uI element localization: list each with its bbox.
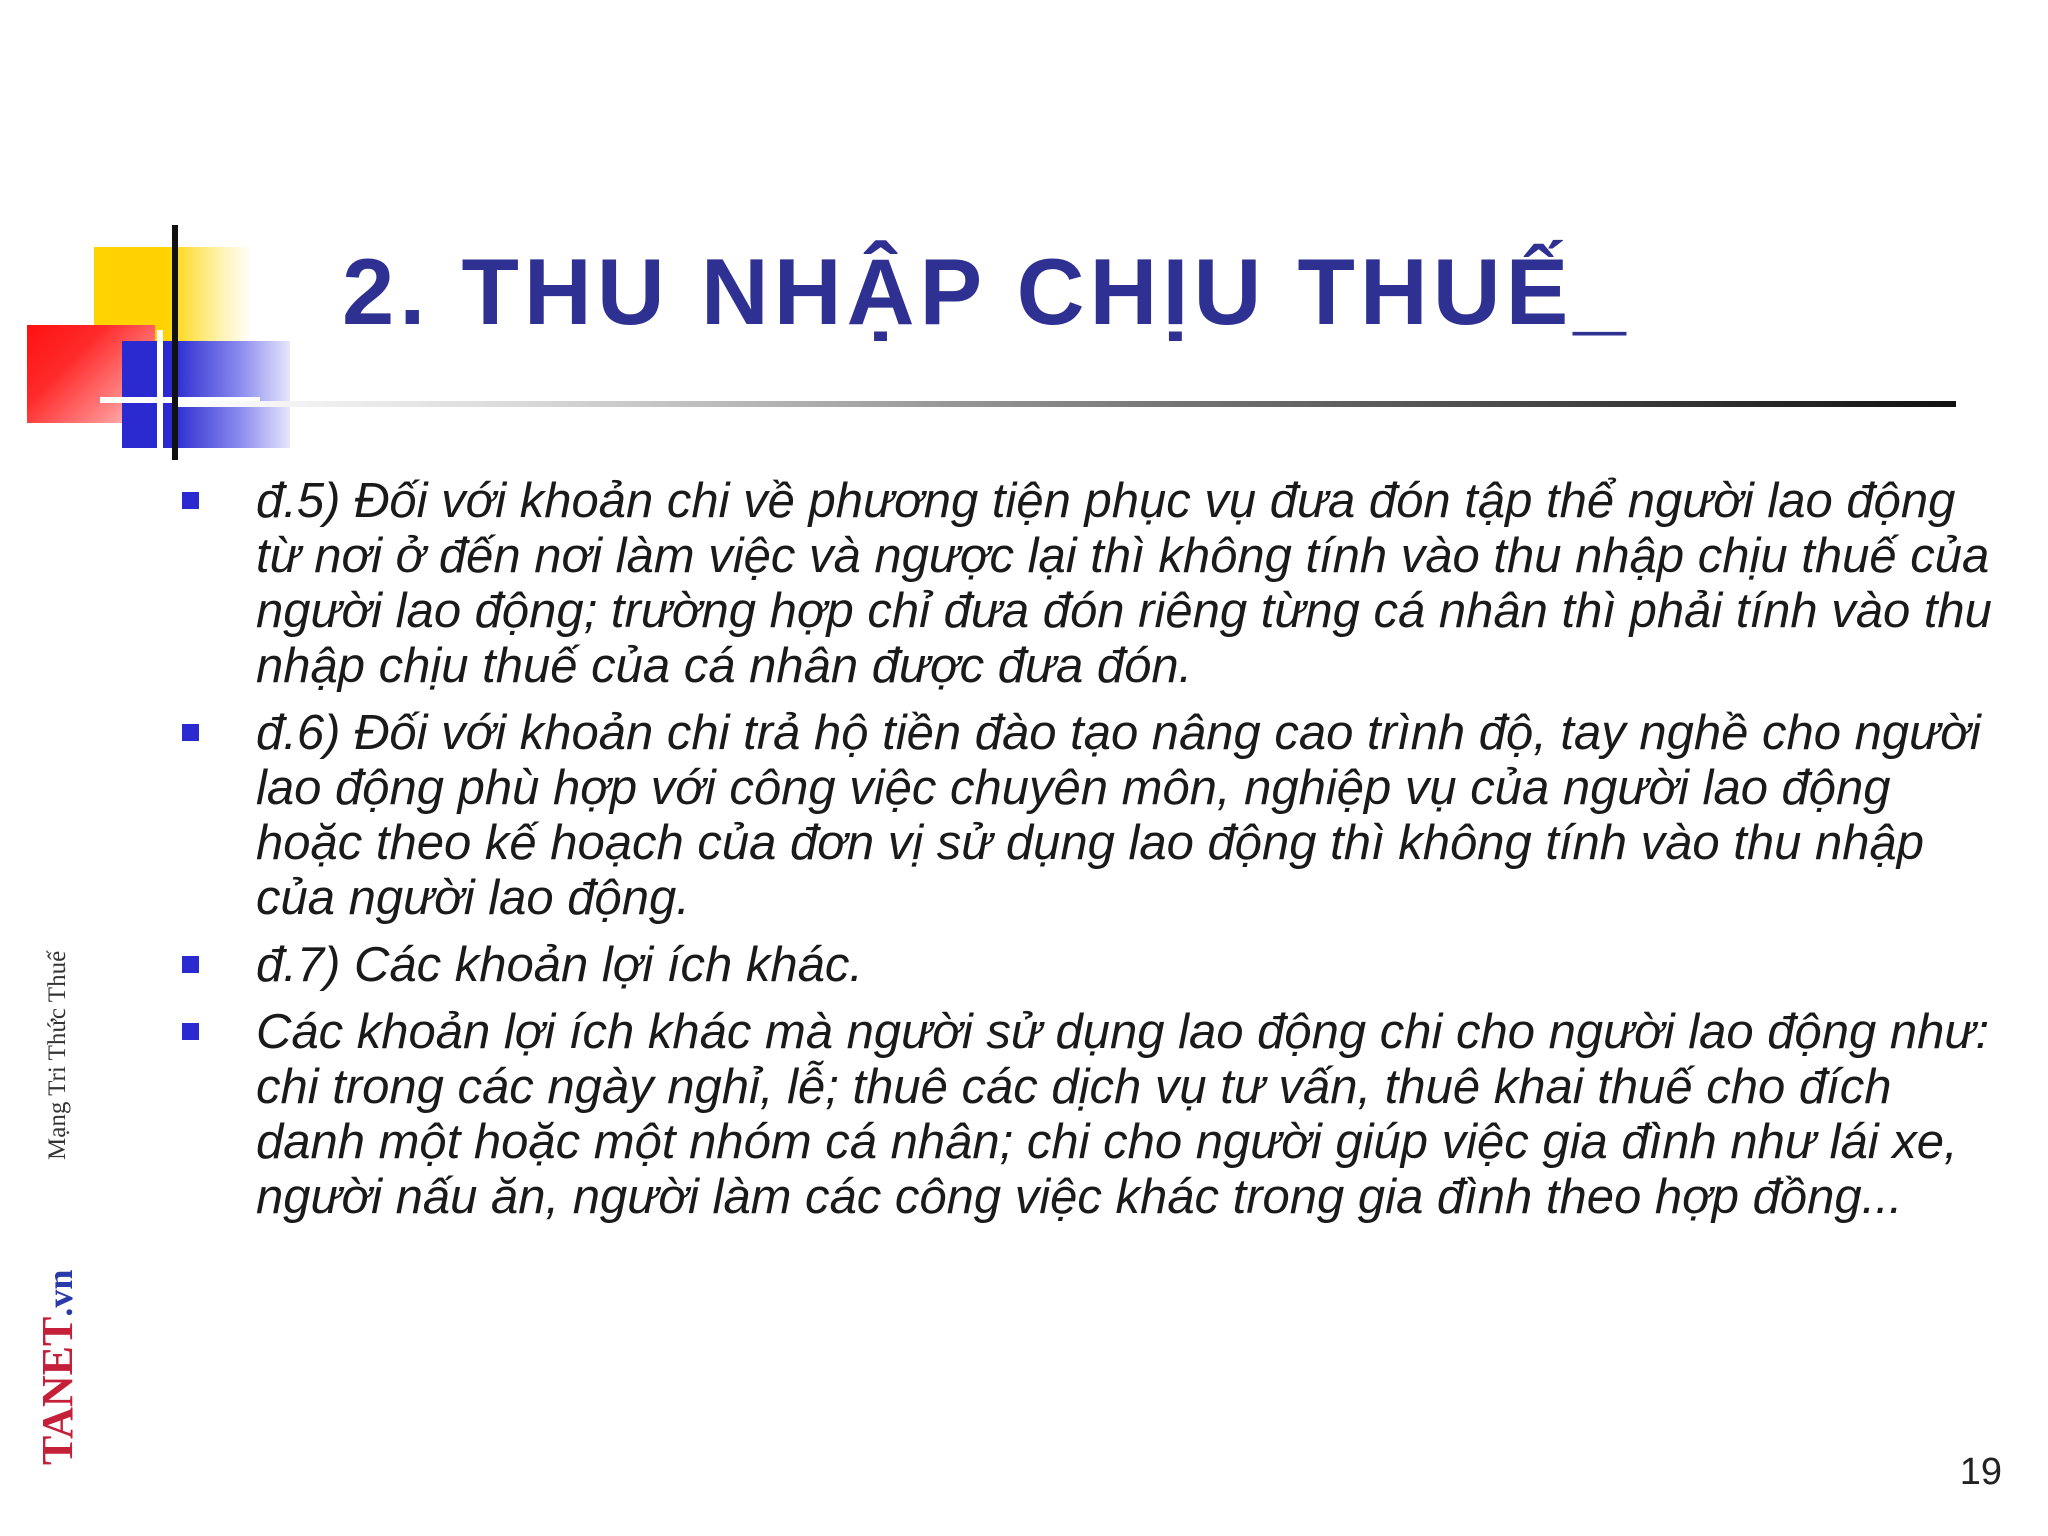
square-bullet-icon	[182, 1023, 199, 1040]
tanet-logo	[32, 1270, 83, 1465]
square-bullet-icon	[182, 492, 199, 509]
square-bullet-icon	[182, 724, 199, 741]
bullet-text: đ.6) Đối với khoản chi trả hộ tiền đào tạo nâng cao trình độ, tay nghề cho người lao động phù hợp với công việc chuyên môn, nghiệp vụ của người lao động hoặc theo kế hoạch của đơn vị sử dụng lao động thì không tính vào thu nhập của người lao động.	[256, 706, 1981, 925]
logo-main-text: TANET	[33, 1316, 82, 1465]
bullet-item-d7	[178, 938, 1998, 993]
bullet-item-d6	[178, 706, 1998, 926]
bullet-text: đ.7) Các khoản lợi ích khác.	[256, 938, 864, 992]
page-number: 19	[1959, 1451, 2002, 1493]
title-underline-rule	[178, 401, 1956, 407]
bullet-list	[178, 474, 1998, 1237]
white-vertical-line	[157, 330, 163, 455]
square-bullet-icon	[182, 956, 199, 973]
bullet-item-other-benefits	[178, 1005, 1998, 1225]
logo-suffix-text: .vn	[40, 1269, 80, 1317]
black-vertical-line	[172, 225, 178, 460]
slide-title: 2. THU NHẬP CHỊU THUẾ_	[342, 239, 1631, 344]
bullet-item-d5	[178, 474, 1998, 694]
bullet-text: đ.5) Đối với khoản chi về phương tiện phục vụ đưa đón tập thể người lao động từ nơi ở đến nơi làm việc và ngược lại thì không tính vào thu nhập chịu thuế của người lao động; trường hợp chỉ đưa đón riêng từng cá nhân thì phải tính vào thu nhập chịu thuế của cá nhân được đưa đón.	[256, 474, 1992, 693]
bullet-text: Các khoản lợi ích khác mà người sử dụng lao động chi cho người lao động như: chi trong các ngày nghỉ, lễ; thuê các dịch vụ tư vấn, thuê khai thuế cho đích danh một hoặc một nhóm cá nhân; chi cho người giúp việc gia đình như lái xe, người nấu ăn, người làm các công việc khác trong gia đình theo hợp đồng...	[256, 1005, 1990, 1224]
blue-square-decoration	[122, 341, 290, 448]
vertical-side-label: Mạng Tri Thức Thuế	[44, 950, 71, 1160]
